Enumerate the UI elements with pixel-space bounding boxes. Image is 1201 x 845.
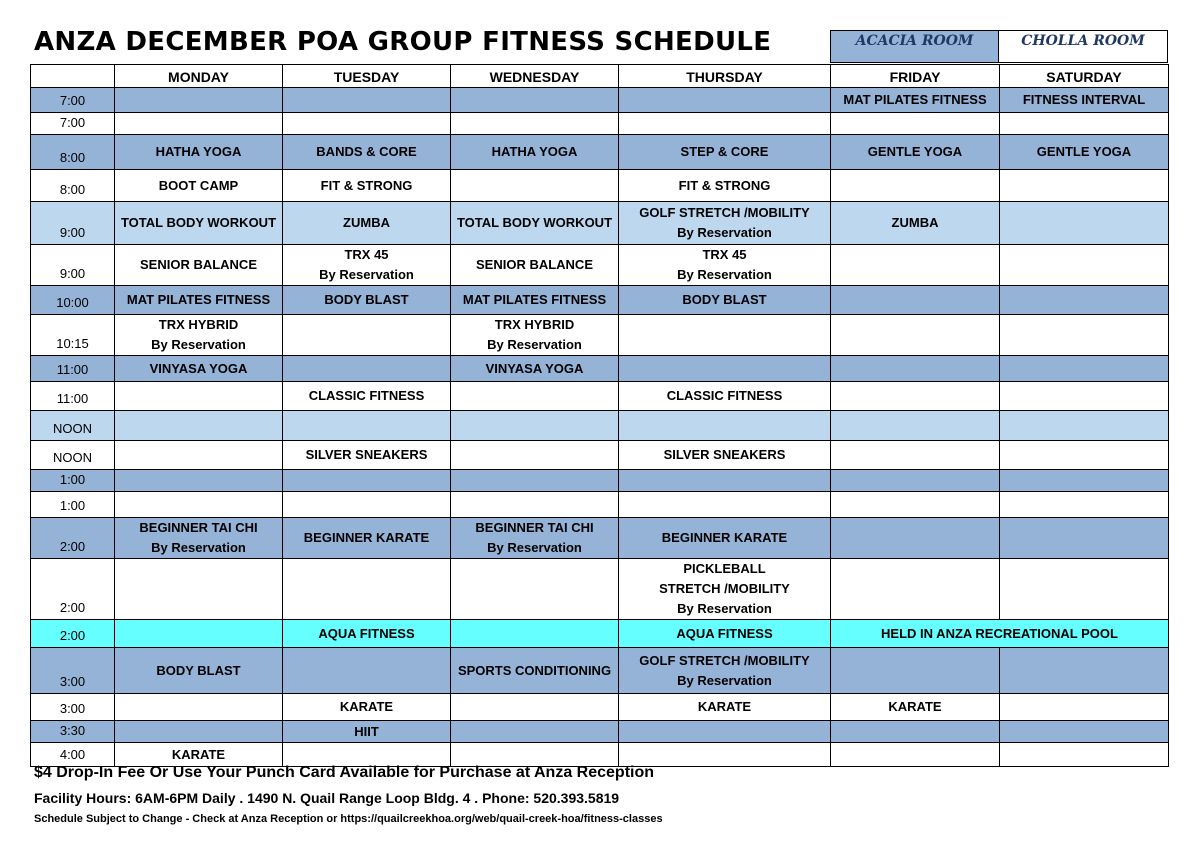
schedule-body [31,65,1169,767]
class-cell: KARATE [831,694,1000,721]
schedule-row [31,88,1169,113]
class-cell-line: STRETCH /MOBILITY [659,581,790,596]
time-cell: 2:00 [31,620,115,648]
class-cell [619,88,831,113]
class-cell-line: PICKLEBALL [683,561,766,576]
time-cell: 7:00 [31,88,115,113]
facility-hours: Facility Hours: 6AM-6PM Daily . 1490 N. Quail Range Loop Bldg. 4 . Phone: 520.393.5819 [34,790,620,806]
class-cell-line: By Reservation [487,337,582,352]
class-cell: BEGINNER KARATE [283,518,451,559]
class-cell-line: TRX HYBRID [158,317,239,332]
class-cell: SPORTS CONDITIONING [451,648,619,694]
class-cell: BODY BLAST [619,286,831,315]
class-cell-line: GOLF STRETCH /MOBILITY [639,205,810,220]
day-header-wednesday: WEDNESDAY [451,65,619,88]
schedule-row [31,113,1169,135]
class-cell [619,648,831,694]
schedule-row [31,743,1169,767]
class-cell [1000,470,1169,492]
class-cell [619,470,831,492]
class-cell: VINYASA YOGA [115,356,283,382]
page-title: ANZA DECEMBER POA GROUP FITNESS SCHEDULE [34,27,772,57]
class-cell: KARATE [283,694,451,721]
time-cell: 9:00 [31,202,115,245]
class-cell [115,441,283,470]
class-cell [831,382,1000,411]
time-header-cell [31,65,115,88]
class-cell [115,411,283,441]
class-cell: STEP & CORE [619,135,831,170]
class-cell: HELD IN ANZA RECREATIONAL POOL [831,620,1169,648]
schedule-row [31,721,1169,743]
class-cell: TOTAL BODY WORKOUT [115,202,283,245]
class-cell [115,315,283,356]
class-cell [115,559,283,620]
time-cell: NOON [31,411,115,441]
class-cell-line: BEGINNER TAI CHI [475,520,594,535]
class-cell: FIT & STRONG [619,170,831,202]
class-cell: MAT PILATES FITNESS [451,286,619,315]
day-header-thursday: THURSDAY [619,65,831,88]
class-cell [831,721,1000,743]
class-cell [115,492,283,518]
class-cell [831,743,1000,767]
class-cell [831,245,1000,286]
schedule-row [31,559,1169,620]
class-cell [451,470,619,492]
schedule-row [31,202,1169,245]
class-cell: FITNESS INTERVAL [1000,88,1169,113]
class-cell: HATHA YOGA [451,135,619,170]
class-cell [1000,648,1169,694]
schedule-row [31,135,1169,170]
schedule-row [31,470,1169,492]
time-cell: 3:00 [31,648,115,694]
class-cell [619,492,831,518]
class-cell [1000,315,1169,356]
class-cell: GENTLE YOGA [1000,135,1169,170]
class-cell [451,315,619,356]
class-cell [1000,411,1169,441]
class-cell [831,113,1000,135]
class-cell [283,492,451,518]
class-cell-line: TRX 45 [702,247,747,262]
schedule-row [31,286,1169,315]
class-cell: SENIOR BALANCE [451,245,619,286]
class-cell [451,743,619,767]
class-cell [1000,202,1169,245]
class-cell [619,411,831,441]
schedule-table [30,64,1169,767]
time-cell: 2:00 [31,559,115,620]
class-cell [451,694,619,721]
class-cell [115,470,283,492]
class-cell [451,721,619,743]
class-cell [451,441,619,470]
class-cell-line: By Reservation [319,267,414,282]
class-cell [451,113,619,135]
class-cell [115,382,283,411]
class-cell: ZUMBA [283,202,451,245]
drop-in-fee-note: $4 Drop-In Fee Or Use Your Punch Card Available for Purchase at Anza Reception [34,764,655,781]
class-cell: BODY BLAST [115,648,283,694]
class-cell [619,202,831,245]
class-cell [831,492,1000,518]
time-cell: 7:00 [31,113,115,135]
class-cell-line: TRX HYBRID [494,317,575,332]
class-cell: BEGINNER KARATE [619,518,831,559]
day-header-tuesday: TUESDAY [283,65,451,88]
class-cell: GENTLE YOGA [831,135,1000,170]
class-cell [451,382,619,411]
time-cell: 4:00 [31,743,115,767]
schedule-row [31,620,1169,648]
class-cell: VINYASA YOGA [451,356,619,382]
class-cell [451,88,619,113]
class-cell [451,620,619,648]
class-cell [619,315,831,356]
class-cell [283,743,451,767]
class-cell [831,441,1000,470]
class-cell [619,113,831,135]
day-header-saturday: SATURDAY [1000,65,1169,88]
class-cell [619,245,831,286]
class-cell: ZUMBA [831,202,1000,245]
class-cell [1000,559,1169,620]
class-cell [619,559,831,620]
class-cell: SENIOR BALANCE [115,245,283,286]
schedule-row [31,518,1169,559]
class-cell [831,648,1000,694]
class-cell [451,492,619,518]
class-cell: TOTAL BODY WORKOUT [451,202,619,245]
time-cell: 3:30 [31,721,115,743]
class-cell: MAT PILATES FITNESS [831,88,1000,113]
schedule-row [31,492,1169,518]
class-cell [115,620,283,648]
class-cell-line: By Reservation [677,672,772,688]
class-cell-line: GOLF STRETCH /MOBILITY [639,652,810,668]
acacia-room-label: ACACIA ROOM [830,30,999,63]
class-cell [831,559,1000,620]
class-cell [831,470,1000,492]
class-cell [1000,492,1169,518]
class-cell: KARATE [619,694,831,721]
day-header-row [31,65,1169,88]
class-cell-line: By Reservation [677,225,772,240]
class-cell: HATHA YOGA [115,135,283,170]
schedule-row [31,411,1169,441]
class-cell [831,411,1000,441]
class-cell [831,315,1000,356]
time-cell: 1:00 [31,492,115,518]
class-cell [1000,286,1169,315]
class-cell: FIT & STRONG [283,170,451,202]
time-cell: 11:00 [31,356,115,382]
class-cell [451,559,619,620]
class-cell [831,356,1000,382]
class-cell-line: By Reservation [677,267,772,282]
class-cell [1000,356,1169,382]
class-cell [283,113,451,135]
class-cell: BOOT CAMP [115,170,283,202]
class-cell: SILVER SNEAKERS [619,441,831,470]
class-cell [451,411,619,441]
class-cell [115,518,283,559]
time-cell: 2:00 [31,518,115,559]
schedule-row [31,356,1169,382]
class-cell [1000,743,1169,767]
class-cell: CLASSIC FITNESS [619,382,831,411]
class-cell [1000,382,1169,411]
class-cell [619,721,831,743]
class-cell [1000,518,1169,559]
time-cell: 10:00 [31,286,115,315]
class-cell [283,559,451,620]
class-cell-line: By Reservation [151,337,246,352]
class-cell [1000,170,1169,202]
class-cell-line: BEGINNER TAI CHI [139,520,258,535]
class-cell [451,518,619,559]
time-cell: NOON [31,441,115,470]
class-cell: AQUA FITNESS [283,620,451,648]
class-cell-line: By Reservation [151,540,246,555]
class-cell: BANDS & CORE [283,135,451,170]
cholla-room-label: CHOLLA ROOM [998,30,1168,63]
class-cell [1000,113,1169,135]
schedule-row [31,170,1169,202]
class-cell [115,88,283,113]
class-cell [619,356,831,382]
class-cell [831,170,1000,202]
class-cell [1000,694,1169,721]
class-cell [283,315,451,356]
class-cell [1000,245,1169,286]
day-header-friday: FRIDAY [831,65,1000,88]
time-cell: 8:00 [31,170,115,202]
schedule-row [31,694,1169,721]
class-cell [283,411,451,441]
schedule-row [31,245,1169,286]
class-cell [115,694,283,721]
time-cell: 10:15 [31,315,115,356]
class-cell [283,245,451,286]
schedule-row [31,382,1169,411]
class-cell [283,648,451,694]
class-cell [283,88,451,113]
class-cell-line: By Reservation [677,601,772,616]
class-cell [619,743,831,767]
class-cell-line: TRX 45 [344,247,389,262]
class-cell [115,113,283,135]
class-cell [831,286,1000,315]
class-cell: BODY BLAST [283,286,451,315]
class-cell [115,721,283,743]
class-cell [451,170,619,202]
class-cell [1000,441,1169,470]
schedule-row [31,648,1169,694]
time-cell: 8:00 [31,135,115,170]
class-cell [1000,721,1169,743]
class-cell [283,356,451,382]
time-cell: 11:00 [31,382,115,411]
class-cell: KARATE [115,743,283,767]
schedule-change-note: Schedule Subject to Change - Check at Anza Reception or https://quailcreekhoa.org/web/quail-creek-hoa/fitness-classes [34,813,663,825]
class-cell [831,518,1000,559]
class-cell [283,470,451,492]
class-cell: HIIT [283,721,451,743]
time-cell: 9:00 [31,245,115,286]
time-cell: 3:00 [31,694,115,721]
time-cell: 1:00 [31,470,115,492]
schedule-row [31,315,1169,356]
class-cell: MAT PILATES FITNESS [115,286,283,315]
day-header-monday: MONDAY [115,65,283,88]
class-cell: AQUA FITNESS [619,620,831,648]
class-cell-line: By Reservation [487,540,582,555]
class-cell: CLASSIC FITNESS [283,382,451,411]
class-cell: SILVER SNEAKERS [283,441,451,470]
schedule-row [31,441,1169,470]
